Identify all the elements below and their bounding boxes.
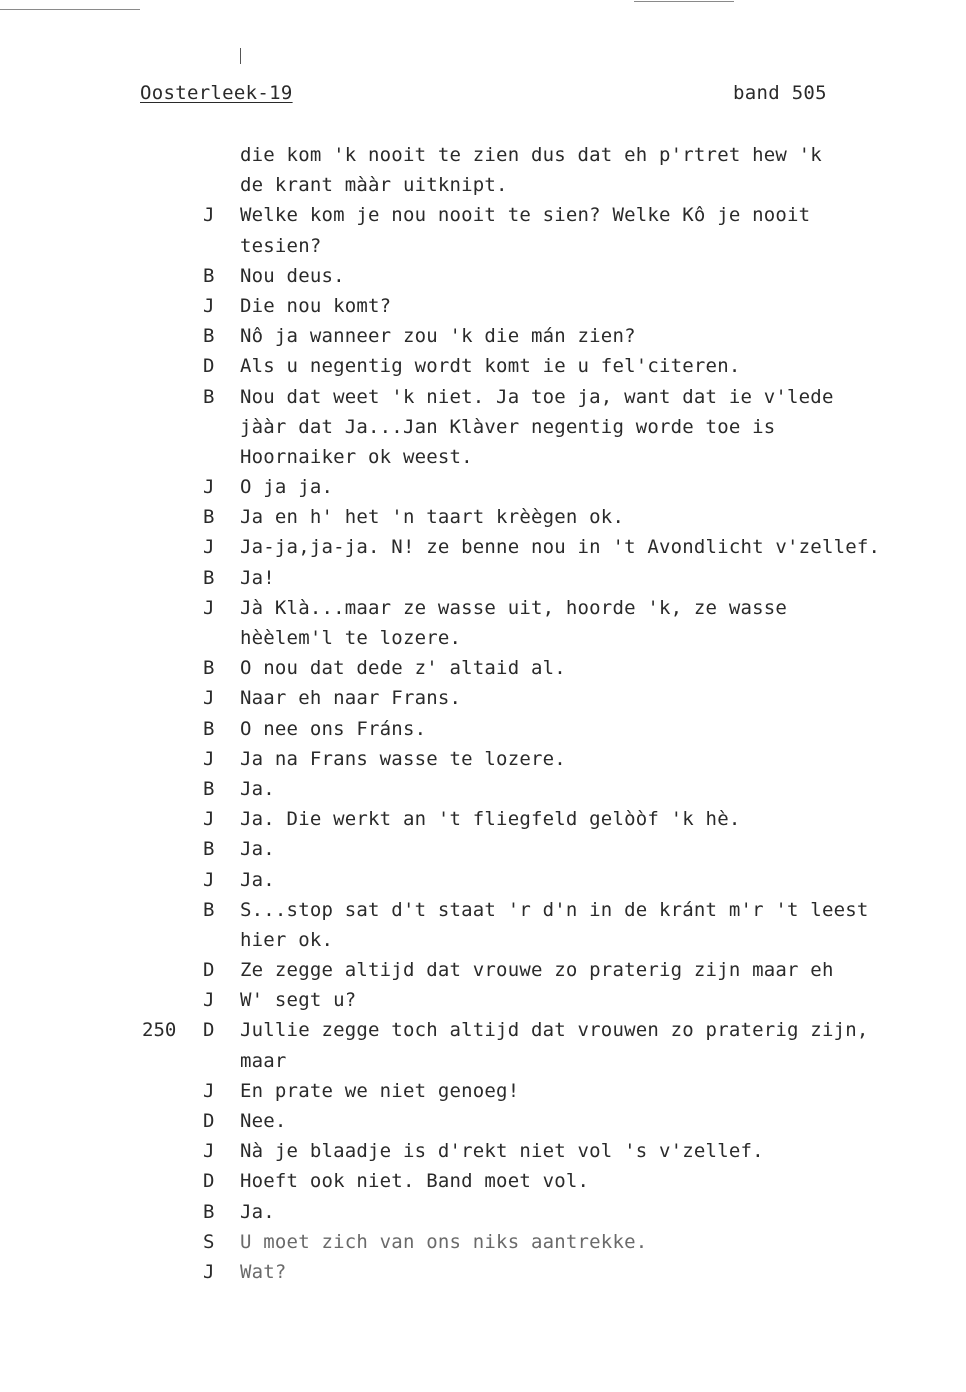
top-rule-left <box>0 9 140 10</box>
utterance-text: Jà Klà...maar ze wasse uit, hoorde 'k, ze wasse <box>240 596 788 619</box>
speaker-label: B <box>203 264 215 287</box>
speaker-label: D <box>203 1110 215 1132</box>
utterance-text: Nà je blaadje is d'rekt niet vol 's v'zellef. <box>240 1140 764 1163</box>
transcript-line <box>0 1046 966 1076</box>
transcript-line <box>0 1197 966 1227</box>
utterance-text: W' segt u? <box>240 989 357 1012</box>
utterance-text: Ze zegge altijd dat vrouwe zo praterig zijn maar eh <box>240 959 834 982</box>
speaker-label: B <box>203 566 215 589</box>
speaker-label: J <box>203 204 215 227</box>
tape-number: band 505 <box>733 82 827 104</box>
top-rule-right <box>634 1 734 2</box>
line-number: 250 <box>142 1019 177 1042</box>
utterance-text: Hoornaiker ok weest. <box>240 445 473 468</box>
transcript-line <box>0 925 966 955</box>
margin-tick <box>240 48 241 64</box>
transcript-line <box>0 1257 966 1287</box>
transcript-line <box>0 1015 966 1045</box>
transcript-line <box>0 1106 966 1136</box>
speaker-label: J <box>203 476 215 499</box>
speaker-label: J <box>203 687 215 710</box>
transcript-line <box>0 1136 966 1166</box>
utterance-text: hèèlem'l te lozere. <box>240 627 462 649</box>
transcript-line <box>0 382 966 412</box>
utterance-text: Nou dat weet 'k niet. Ja toe ja, want dat ie v'lede <box>240 385 834 408</box>
transcript-line <box>0 593 966 623</box>
utterance-text: Ja na Frans wasse te lozere. <box>240 747 566 770</box>
transcript-line <box>0 623 966 653</box>
transcript-line <box>0 985 966 1015</box>
transcript-line <box>0 714 966 744</box>
transcript-line <box>0 804 966 834</box>
transcript-line <box>0 442 966 472</box>
utterance-text: maar <box>240 1049 287 1072</box>
document-title <box>140 82 293 104</box>
utterance-text: S...stop sat d't staat 'r d'n in de kránt m'r 't leest <box>240 898 869 921</box>
speaker-label: J <box>203 596 215 619</box>
transcript-line <box>0 532 966 562</box>
transcript-line <box>0 683 966 713</box>
speaker-label: B <box>203 385 215 408</box>
speaker-label: J <box>203 989 215 1012</box>
transcript-line <box>0 170 966 200</box>
speaker-label: B <box>203 838 215 861</box>
transcript-line <box>0 140 966 170</box>
speaker-label: B <box>203 325 215 348</box>
transcript-line <box>0 563 966 593</box>
utterance-text: U moet zich van ons niks aantrekke. <box>240 1230 648 1253</box>
utterance-text: de krant mààr uitknipt. <box>240 174 508 197</box>
speaker-label: S <box>203 1230 215 1253</box>
utterance-text: Ja-ja,ja-ja. N! ze benne nou in 't Avondlicht v'zellef. <box>240 536 881 559</box>
speaker-label: D <box>203 355 215 378</box>
speaker-label: J <box>203 808 215 831</box>
utterance-text: Naar eh naar Frans. <box>240 687 462 710</box>
utterance-text: O ja ja. <box>240 476 334 499</box>
utterance-text: Die nou komt? <box>240 294 392 317</box>
utterance-text: Ja. <box>240 1200 275 1223</box>
transcript-line <box>0 865 966 895</box>
utterance-text: Wat? <box>240 1260 287 1283</box>
transcript-line <box>0 412 966 442</box>
transcript-line <box>0 351 966 381</box>
transcript-line <box>0 955 966 985</box>
document-title-text: Oosterleek-19 <box>140 82 293 104</box>
speaker-label: J <box>203 868 215 891</box>
speaker-label: J <box>203 1260 215 1283</box>
speaker-label: B <box>203 717 215 740</box>
utterance-text: tesien? <box>240 234 322 257</box>
transcript-line <box>0 291 966 321</box>
speaker-label: J <box>203 1140 215 1163</box>
speaker-label: D <box>203 1170 215 1193</box>
speaker-label: B <box>203 1200 215 1223</box>
transcript-line <box>0 1227 966 1257</box>
transcript <box>0 140 966 1287</box>
transcript-line <box>0 502 966 532</box>
utterance-text: Nou deus. <box>240 264 345 287</box>
speaker-label: B <box>203 657 215 680</box>
utterance-text: jààr dat Ja...Jan Klàver negentig worde toe is <box>240 415 776 438</box>
transcript-line <box>0 472 966 502</box>
speaker-label: J <box>203 536 215 559</box>
utterance-text: Ja. <box>240 838 275 861</box>
speaker-label: D <box>203 959 215 982</box>
speaker-label: B <box>203 898 215 921</box>
speaker-label: J <box>203 1079 215 1102</box>
transcript-line <box>0 1166 966 1196</box>
utterance-text: O nou dat dede z' altaid al. <box>240 657 566 680</box>
transcript-line <box>0 774 966 804</box>
utterance-text: Ja! <box>240 566 275 589</box>
speaker-label: D <box>203 1019 215 1042</box>
utterance-text: Nô ja wanneer zou 'k die mán zien? <box>240 325 636 348</box>
utterance-text: Ja. <box>240 777 275 800</box>
utterance-text: Hoeft ook niet. Band moet vol. <box>240 1170 590 1193</box>
utterance-text: die kom 'k nooit te zien dus dat eh p'rtret hew 'k <box>240 144 822 166</box>
utterance-text: Ja en h' het 'n taart krèègen ok. <box>240 506 625 529</box>
transcript-line <box>0 653 966 683</box>
transcript-line <box>0 834 966 864</box>
speaker-label: J <box>203 747 215 770</box>
utterance-text: Ja. <box>240 868 275 891</box>
transcript-line <box>0 895 966 925</box>
transcript-line <box>0 321 966 351</box>
utterance-text: Nee. <box>240 1110 287 1132</box>
utterance-text: O nee ons Fráns. <box>240 717 427 740</box>
transcript-line <box>0 1076 966 1106</box>
utterance-text: Jullie zegge toch altijd dat vrouwen zo praterig zijn, <box>240 1019 869 1042</box>
speaker-label: J <box>203 294 215 317</box>
speaker-label: B <box>203 506 215 529</box>
transcript-line <box>0 744 966 774</box>
transcript-line <box>0 261 966 291</box>
utterance-text: En prate we niet genoeg! <box>240 1079 520 1102</box>
utterance-text: Welke kom je nou nooit te sien? Welke Kô je nooit <box>240 204 811 227</box>
utterance-text: hier ok. <box>240 928 334 951</box>
utterance-text: Ja. Die werkt an 't fliegfeld gelòòf 'k hè. <box>240 808 741 831</box>
transcript-line <box>0 231 966 261</box>
utterance-text: Als u negentig wordt komt ie u fel'citeren. <box>240 355 741 378</box>
speaker-label: B <box>203 777 215 800</box>
transcript-line <box>0 200 966 230</box>
